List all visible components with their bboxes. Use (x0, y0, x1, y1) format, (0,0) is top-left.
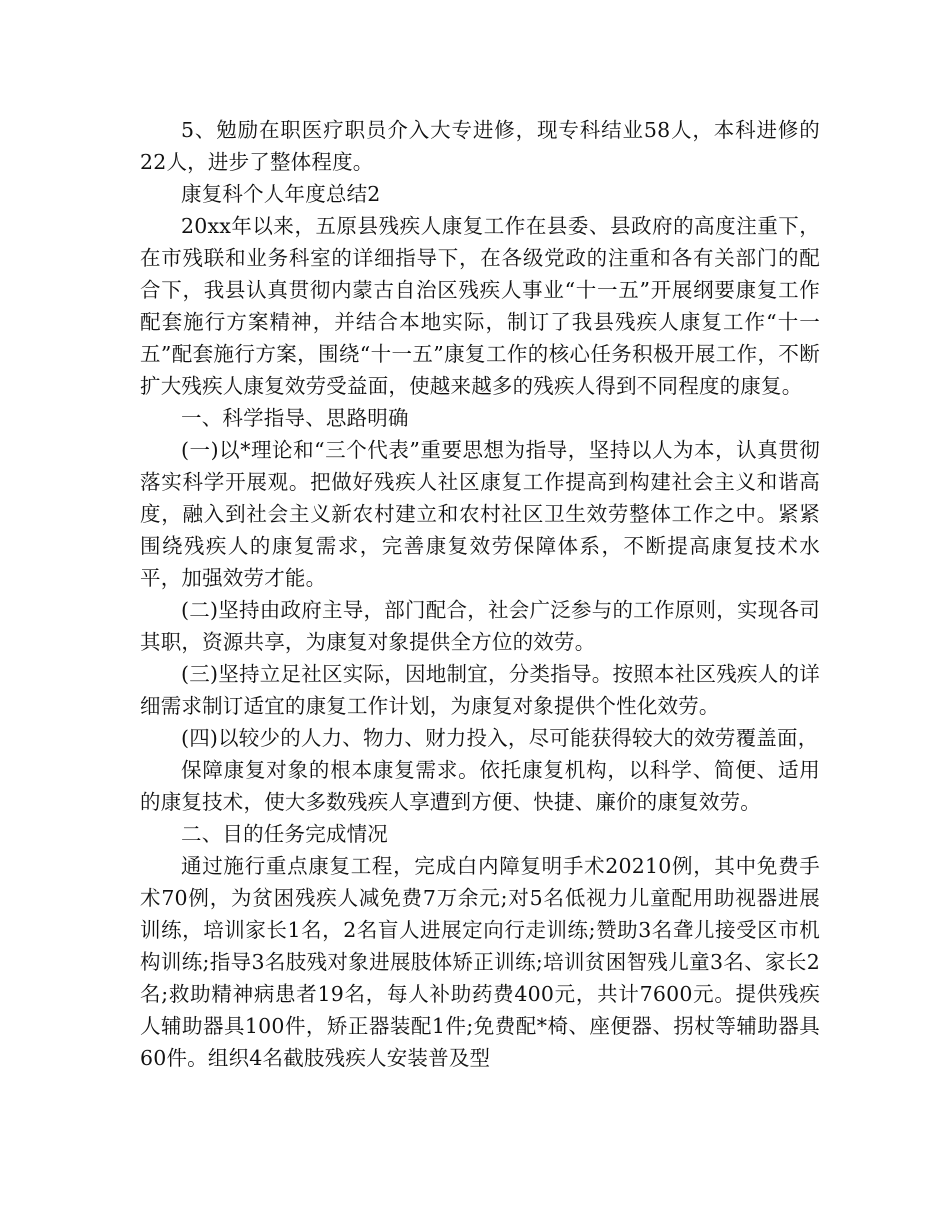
section-heading-2: 二、目的任务完成情况 (181, 822, 388, 846)
paragraph-point-3: (三)坚持立足社区实际，因地制宜，分类指导。按照本社区残疾人的详细需求制订适宜的康复工作计划，为康复对象提供个性化效劳。 (140, 662, 820, 718)
section-heading-1: 一、科学指导、思路明确 (181, 406, 409, 430)
paragraph-point-2: (二)坚持由政府主导，部门配合，社会广泛参与的工作原则，实现各司其职，资源共享，为康复对象提供全方位的效劳。 (140, 598, 820, 654)
paragraph-item-5-further-study: 5、勉励在职医疗职员介入大专进修，现专科结业58人，本科进修的22人，进步了整体程度。 (140, 118, 820, 174)
section-title-summary-2: 康复科个人年度总结2 (181, 182, 381, 206)
paragraph-point-4-continued: 保障康复对象的根本康复需求。依托康复机构，以科学、简便、适用的康复技术，使大多数残疾人享遭到方便、快捷、廉价的康复效劳。 (140, 758, 820, 814)
paragraph-task-completion: 通过施行重点康复工程，完成白内障复明手术20210例，其中免费手术70例，为贫困残疾人减免费7万余元;对5名低视力儿童配用助视器进展训练，培训家长1名，2名盲人进展定向行走训练;赞助3名聋儿接受区市机构训练;指导3名肢残对象进展肢体矫正训练;培训贫困智残儿童3名、家长2名;救助精神病患者19名，每人补助药费400元，共计7600元。提供残疾人辅助器具100件，矫正器装配1件;免费配*椅、座便器、拐杖等辅助器具60件。组织4名截肢残疾人安装普及型 (140, 854, 820, 1070)
paragraph-intro: 20xx年以来，五原县残疾人康复工作在县委、县政府的高度注重下，在市残联和业务科室的详细指导下，在各级党政的注重和各有关部门的配合下，我县认真贯彻内蒙古自治区残疾人事业“十一五”开展纲要康复工作配套施行方案精神，并结合本地实际，制订了我县残疾人康复工作“十一五”配套施行方案，围绕“十一五”康复工作的核心任务积极开展工作，不断扩大残疾人康复效劳受益面，使越来越多的残疾人得到不同程度的康复。 (140, 214, 820, 398)
document-body (140, 114, 820, 1074)
paragraph-point-1: (一)以*理论和“三个代表”重要思想为指导，坚持以人为本，认真贯彻落实科学开展观。把做好残疾人社区康复工作提高到构建社会主义和谐高度，融入到社会主义新农村建立和农村社区卫生效劳整体工作之中。紧紧围绕残疾人的康复需求，完善康复效劳保障体系，不断提高康复技术水平，加强效劳才能。 (140, 438, 820, 590)
paragraph-point-4: (四)以较少的人力、物力、财力投入，尽可能获得较大的效劳覆盖面， (181, 726, 819, 750)
